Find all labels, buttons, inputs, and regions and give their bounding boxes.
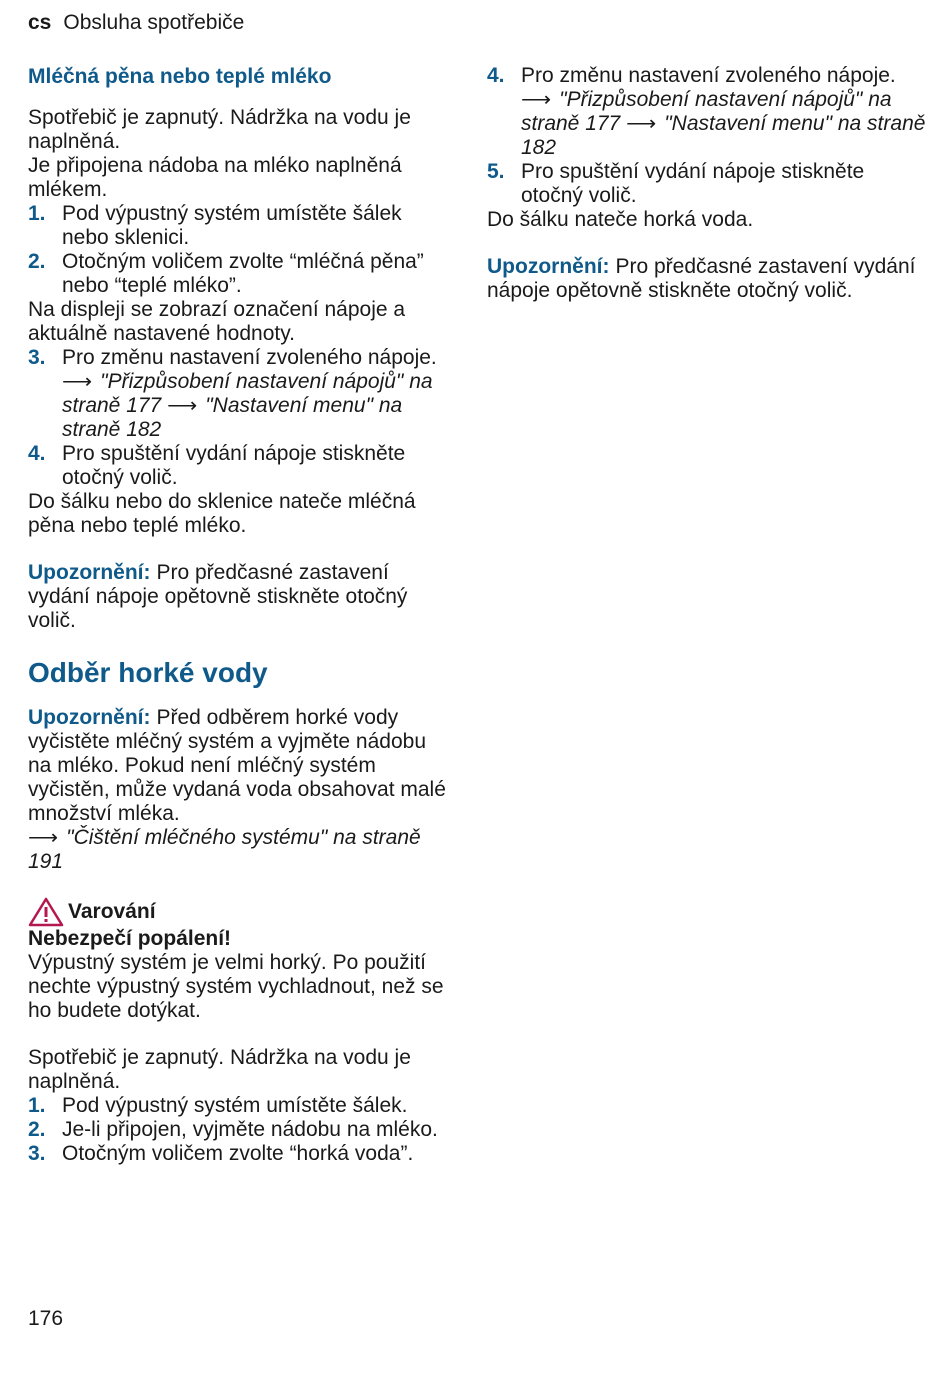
list-item [28,202,453,250]
reference-text: "Čištění mléčného systému" na straně 191 [28,826,421,873]
note-text: Před odběrem horké vody vyčistěte mléčný systém a vyjměte nádobu na mléko. Pokud není mléčný systém vyčistěn, může vydaná voda obsahovat malé množství mléka. [28,706,446,825]
note-text: Pro předčasné zastavení vydání nápoje opětovně stiskněte otočný volič. [487,255,916,302]
list-item [28,1094,453,1118]
step-text: Pod výpustný systém umístěte šálek. [62,1094,408,1117]
reference-text: "Přizpůsobení nastavení nápojů" na straně 177 [62,370,433,417]
warning-heading [28,897,453,927]
reference-text: "Nastavení menu" na straně 182 [62,394,403,441]
long-right-arrow-icon: ⟶ [521,88,552,111]
warning-triangle-icon [28,897,64,927]
step-text: Pro změnu nastavení zvoleného nápoje. [62,346,437,369]
step-number: 1. [28,202,46,225]
water-stop-note [487,255,927,303]
left-column [28,64,453,1166]
step-number: 2. [28,250,46,273]
note-text: Pro předčasné zastavení vydání nápoje opětovně stiskněte otočný volič. [28,561,408,632]
long-right-arrow-icon: ⟶ [626,112,657,135]
language-code: cs [28,11,52,34]
milk-intro-1: Spotřebič je zapnutý. Nádržka na vodu je naplněná. [28,106,411,153]
warning-title: Nebezpečí popálení! [28,927,232,950]
step-number: 1. [28,1094,46,1117]
step-text: Pod výpustný systém umístěte šálek nebo sklenici. [62,202,402,249]
right-column [487,64,927,303]
list-item [28,442,453,490]
milk-intro-2: Je připojena nádoba na mléko naplněná mlékem. [28,154,402,201]
milk-steps-b [28,346,453,490]
water-steps-continued [487,64,927,208]
step-number: 5. [487,160,505,183]
display-info: Na displeji se zobrazí označení nápoje a aktuálně nastavené hodnoty. [28,298,406,345]
step-text: Pro spuštění vydání nápoje stiskněte otočný volič. [521,160,865,207]
cross-reference[interactable] [521,88,927,160]
step-text: Pro změnu nastavení zvoleného nápoje. [521,64,896,87]
milk-note [28,561,453,633]
warning-text: Výpustný systém je velmi horký. Po použití nechte výpustný systém vychladnout, než se ho budete dotýkat. [28,951,444,1022]
warning-label: Varování [68,900,156,923]
water-result: Do šálku nateče horká voda. [487,208,754,231]
step-text: Otočným voličem zvolte “horká voda”. [62,1142,414,1165]
page-header [28,10,244,36]
list-item [28,250,453,298]
cross-reference[interactable] [28,826,453,874]
water-intro: Spotřebič je zapnutý. Nádržka na vodu je naplněná. [28,1046,411,1093]
step-text: Otočným voličem zvolte “mléčná pěna” nebo “teplé mléko”. [62,250,424,297]
page-number: 176 [28,1307,64,1330]
long-right-arrow-icon: ⟶ [167,394,198,417]
step-number: 3. [28,1142,46,1165]
reference-text: "Nastavení menu" na straně 182 [521,112,926,159]
list-item [28,346,453,442]
step-number: 3. [28,346,46,369]
cross-reference[interactable] [62,370,453,442]
note-label: Upozornění: [487,255,610,278]
list-item [487,160,927,208]
long-right-arrow-icon: ⟶ [28,826,59,849]
water-steps [28,1094,453,1166]
section-title: Obsluha spotřebiče [63,11,245,34]
water-section-title: Odběr horké vody [28,657,268,688]
step-number: 4. [28,442,46,465]
step-number: 2. [28,1118,46,1141]
step-number: 4. [487,64,505,87]
milk-section-title: Mléčná pěna nebo teplé mléko [28,65,332,88]
list-item [487,64,927,160]
list-item [28,1142,453,1166]
reference-text: "Přizpůsobení nastavení nápojů" na straně 177 [521,88,892,135]
long-right-arrow-icon: ⟶ [62,370,93,393]
milk-result: Do šálku nebo do sklenice nateče mléčná pěna nebo teplé mléko. [28,490,416,537]
water-note [28,706,453,826]
step-text: Pro spuštění vydání nápoje stiskněte otočný volič. [62,442,406,489]
step-text: Je-li připojen, vyjměte nádobu na mléko. [62,1118,438,1141]
list-item [28,1118,453,1142]
note-label: Upozornění: [28,561,151,584]
note-label: Upozornění: [28,706,151,729]
milk-steps-a [28,202,453,298]
